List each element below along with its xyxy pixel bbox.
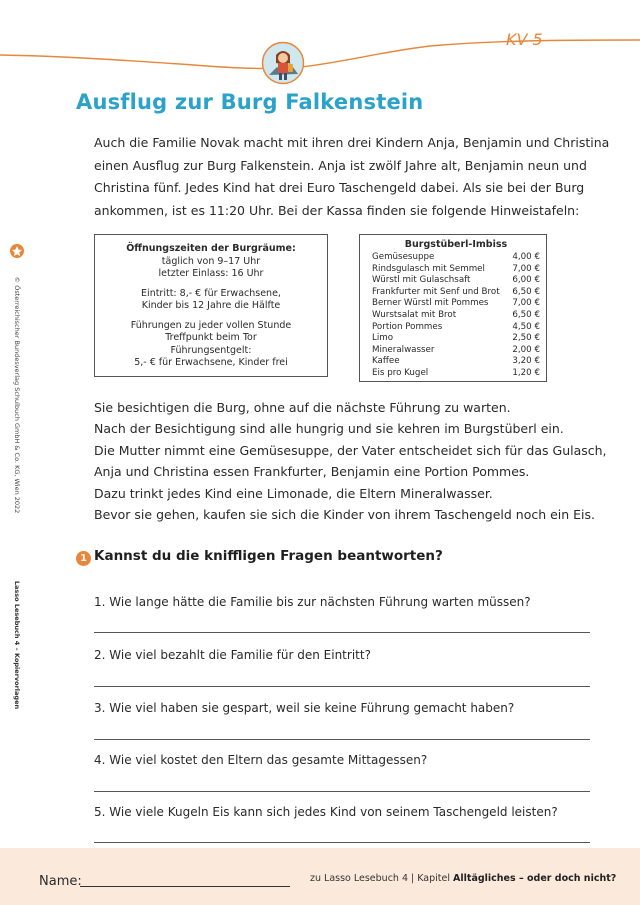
question-5: 5. Wie viele Kugeln Eis kann sich jedes Kind von seinem Taschengeld leisten?: [94, 805, 558, 819]
menu-item-name: Limo: [372, 333, 394, 344]
answer-line-2[interactable]: [94, 686, 590, 687]
mascot-girl-icon: [261, 41, 305, 85]
menu-item-name: Portion Pommes: [372, 321, 443, 332]
menu-item: [372, 356, 540, 368]
task-number-badge: 1: [76, 551, 91, 566]
question-3: 3. Wie viel haben sie gespart, weil sie keine Führung gemacht haben?: [94, 701, 515, 715]
header-wave-line: [0, 0, 640, 90]
menu-item-name: Kaffee: [372, 356, 400, 367]
story-line: Nach der Besichtigung sind alle hungrig und sie kehren im Burgstüberl ein.: [94, 421, 564, 437]
answer-line-5[interactable]: [94, 842, 590, 843]
entry-fee-line: Eintritt: 8,- € für Erwachsene,: [141, 287, 281, 299]
menu-item-price: 7,00 €: [512, 263, 540, 274]
menu-item-price: 4,50 €: [512, 321, 540, 332]
tour-info-line: Führungen zu jeder vollen Stunde: [130, 319, 292, 331]
menu-item-name: Eis pro Kugel: [372, 367, 429, 378]
menu-item: [372, 322, 540, 334]
story-paragraph: [94, 397, 607, 525]
publisher-logo-icon: [9, 243, 25, 259]
tour-info-line: Führungsentgelt:: [170, 344, 252, 356]
menu-item-price: 7,00 €: [512, 298, 540, 309]
menu-item: [372, 264, 540, 276]
intro-line: einen Ausflug zur Burg Falkenstein. Anja ist zwölf Jahre alt, Benjamin neun und: [94, 157, 587, 173]
menu-title: Burgstüberl-Imbiss: [404, 239, 508, 250]
menu-item: [372, 333, 540, 345]
intro-paragraph: [94, 132, 610, 222]
book-reference: Lasso Lesebuch 4 – Kopiervorlagen: [13, 580, 21, 710]
menu-item-price: 1,20 €: [512, 367, 540, 378]
worksheet-code: KV 5: [506, 30, 543, 49]
opening-hours-sign: [94, 234, 328, 377]
question-2: 2. Wie viel bezahlt die Familie für den Eintritt?: [94, 648, 371, 662]
opening-hours-title: Öffnungszeiten der Burgräume:: [126, 243, 296, 254]
task-heading: Kannst du die kniffligen Fragen beantworten?: [94, 548, 443, 564]
menu-item-name: Wurstsalat mit Brot: [372, 309, 457, 320]
menu-item-price: 2,50 €: [512, 333, 540, 344]
menu-item-name: Frankfurter mit Senf und Brot: [372, 286, 500, 297]
story-line: Anja und Christina essen Frankfurter, Benjamin eine Portion Pommes.: [94, 464, 530, 480]
opening-hours-line: täglich von 9–17 Uhr: [161, 255, 261, 267]
menu-item-name: Mineralwasser: [372, 344, 435, 355]
page-title: Ausflug zur Burg Falkenstein: [76, 90, 424, 114]
intro-line: Auch die Familie Novak macht mit ihren drei Kindern Anja, Benjamin und Christina: [94, 135, 610, 150]
opening-hours-line: letzter Einlass: 16 Uhr: [158, 268, 264, 279]
question-4: 4. Wie viel kostet den Eltern das gesamte Mittagessen?: [94, 753, 428, 767]
answer-line-3[interactable]: [94, 739, 590, 740]
answer-line-4[interactable]: [94, 791, 590, 792]
menu-item: [372, 298, 540, 310]
tour-info-line: Treffpunkt beim Tor: [165, 332, 257, 343]
menu-item-name: Gemüsesuppe: [372, 252, 435, 262]
tour-info-line: 5,- € für Erwachsene, Kinder frei: [134, 357, 288, 368]
menu-item-price: 3,20 €: [512, 356, 540, 367]
menu-item-price: 6,50 €: [512, 286, 540, 297]
menu-item: [372, 252, 540, 264]
story-line: Dazu trinkt jedes Kind eine Limonade, die Eltern Mineralwasser.: [94, 485, 493, 501]
menu-item: [372, 287, 540, 299]
story-line: Bevor sie gehen, kaufen sie sich die Kinder von ihrem Taschengeld noch ein Eis.: [94, 507, 596, 523]
menu-item-price: 4,00 €: [512, 252, 540, 262]
intro-line: Christina fünf. Jedes Kind hat drei Euro Taschengeld dabei. Als sie bei der Burg: [94, 180, 585, 195]
menu-item-price: 6,00 €: [512, 275, 540, 286]
copyright-note: © Österreichischer Bundesverlag Schulbuch GmbH & Co. KG, Wien 2022: [13, 276, 21, 514]
name-label: Name:: [39, 874, 82, 889]
story-line: Die Mutter nimmt eine Gemüsesuppe, der Vater entscheidet sich für das Gulasch,: [94, 442, 607, 458]
chapter-reference-prefix: zu Lasso Lesebuch 4 | Kapitel: [310, 873, 454, 884]
snack-bar-menu: [359, 234, 547, 382]
menu-item-price: 2,00 €: [512, 344, 540, 355]
menu-item: [372, 368, 540, 380]
menu-item: [372, 310, 540, 322]
menu-item-name: Rindsgulasch mit Semmel: [372, 263, 485, 274]
intro-line: ankommen, ist es 11:20 Uhr. Bei der Kassa finden sie folgende Hinweistafeln:: [94, 202, 580, 218]
menu-item: [372, 275, 540, 287]
question-1: 1. Wie lange hätte die Familie bis zur nächsten Führung warten müssen?: [94, 595, 531, 609]
chapter-title: Alltägliches – oder doch nicht?: [453, 873, 617, 884]
entry-fee-line: Kinder bis 12 Jahre die Hälfte: [141, 300, 281, 311]
menu-item: [372, 345, 540, 357]
answer-line-1[interactable]: [94, 632, 590, 633]
story-line: Sie besichtigen die Burg, ohne auf die nächste Führung zu warten.: [94, 400, 511, 415]
chapter-reference: [310, 873, 616, 884]
menu-item-name: Würstl mit Gulaschsaft: [372, 275, 471, 286]
name-field-line[interactable]: [80, 886, 290, 887]
menu-item-price: 6,50 €: [512, 309, 540, 320]
menu-item-name: Berner Würstl mit Pommes: [372, 298, 489, 309]
